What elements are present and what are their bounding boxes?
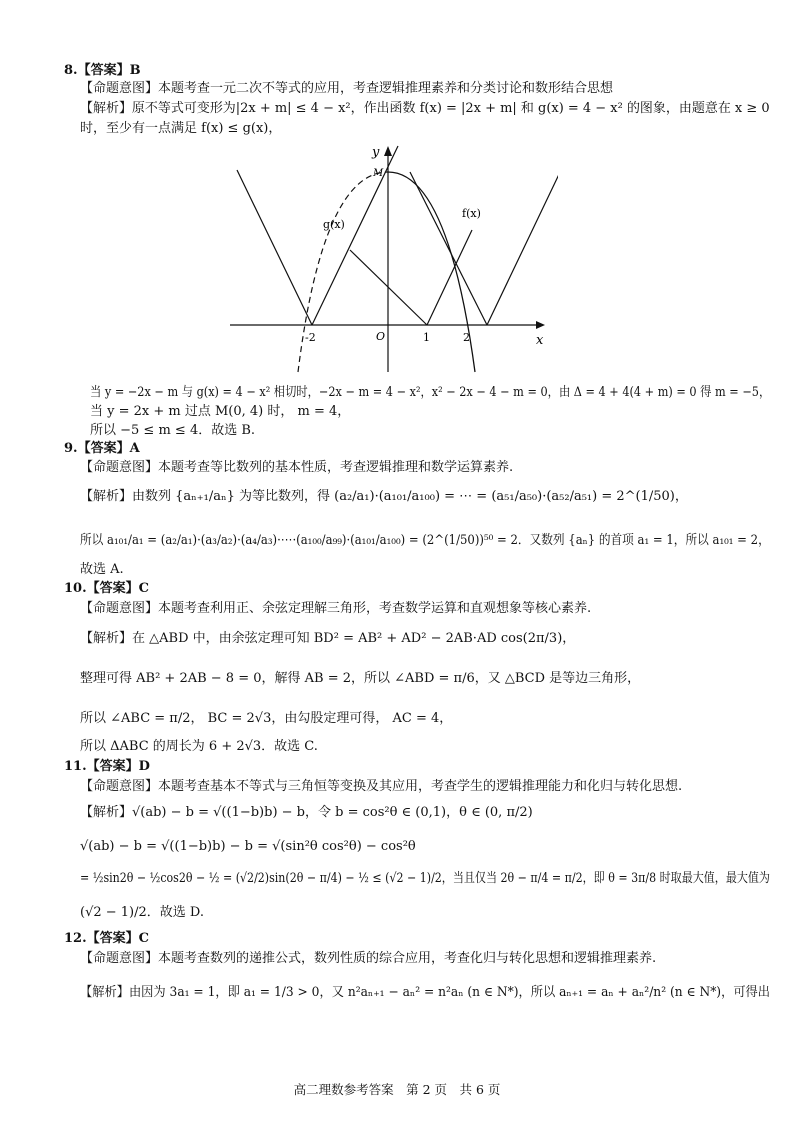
q11-analysis-line3: = ½sin2θ − ½cos2θ − ½ = (√2/2)sin(2θ − π/4) − ½ ≤ (√2 − 1)/2，当且仅当 2θ − π/4 = π/2，即 θ = 3π/8 时取最大值，最大值为 (80, 871, 770, 886)
q12-analysis-line1: 【解析】由因为 3a₁ = 1，即 a₁ = 1/3 > 0，又 n²aₙ₊₁ − aₙ² = n²aₙ (n ∈ N*)，所以 aₙ₊₁ = aₙ + aₙ²/n² (n ∈ N*)，可得出 (80, 985, 771, 1000)
y-axis-arrow-icon (384, 146, 392, 156)
abs-line-right-1 (410, 172, 487, 325)
q12-answer: 12.【答案】C (64, 931, 149, 946)
q9-answer: 9.【答案】A (64, 441, 140, 456)
q11-intent: 【命题意图】本题考查基本不等式与三角恒等变换及其应用，考查学生的逻辑推理能力和化归与转化思想. (80, 779, 683, 794)
x-axis-label: x (536, 333, 544, 348)
point-m-label: M (373, 168, 384, 179)
abs-line-left-1 (237, 170, 312, 325)
q10-answer: 10.【答案】C (64, 581, 149, 596)
q10-analysis-line4: 所以 ΔABC 的周长为 6 + 2√3．故选 C. (80, 739, 318, 754)
q8-intent: 【命题意图】本题考查一元二次不等式的应用，考查逻辑推理素养和分类讨论和数形结合思想 (80, 81, 614, 96)
q9-analysis-line3: 故选 A. (80, 562, 124, 577)
q8-analysis-line1: 【解析】原不等式可变形为|2x + m| ≤ 4 − x²，作出函数 f(x) = |2x + m| 和 g(x) = 4 − x² 的图象，由题意在 x ≥ 0 (80, 101, 770, 116)
q8-analysis-line2: 时，至少有一点满足 f(x) ≤ g(x)， (80, 121, 282, 136)
q11-analysis-line4: (√2 − 1)/2．故选 D. (80, 905, 205, 920)
f-label: f(x) (462, 207, 481, 220)
tick-2: 2 (463, 331, 470, 344)
q9-analysis-line1: 【解析】由数列 {aₙ₊₁/aₙ} 为等比数列，得 (a₂/a₁)·(a₁₀₁/a₁₀₀) = ⋯ = (a₅₁/a₅₀)·(a₅₂/a₅₁) = 2^(1/50)， (80, 489, 688, 504)
q11-analysis-line1: 【解析】√(ab) − b = √((1−b)b) − b，令 b = cos²θ ∈ (0,1)，θ ∈ (0, π/2) (80, 805, 533, 820)
parabola-solid-part (388, 172, 475, 372)
q9-intent: 【命题意图】本题考查等比数列的基本性质，考查逻辑推理和数学运算素养. (80, 460, 514, 475)
tick-1: 1 (423, 331, 430, 344)
function-graph (228, 140, 558, 375)
abs-line-left-2 (312, 146, 398, 325)
g-label: g(x) (323, 218, 345, 231)
q11-analysis-line2: √(ab) − b = √((1−b)b) − b = √(sin²θ cos²θ) − cos²θ (80, 839, 416, 854)
q10-analysis-line3: 所以 ∠ABC = π/2， BC = 2√3，由勾股定理可得， AC = 4， (80, 711, 453, 726)
y-axis-label: y (372, 145, 380, 160)
q8-line-a: 当 y = −2x − m 与 g(x) = 4 − x² 相切时，−2x − m = 4 − x²，x² − 2x − 4 − m = 0，由 Δ = 4 + 4(4 + m) = 0 得 m = −5， (90, 385, 771, 400)
q10-intent: 【命题意图】本题考查利用正、余弦定理解三角形，考查数学运算和直观想象等核心素养. (80, 601, 592, 616)
q11-answer: 11.【答案】D (64, 759, 150, 774)
q12-intent: 【命题意图】本题考查数列的递推公式，数列性质的综合应用，考查化归与转化思想和逻辑推理素养. (80, 951, 657, 966)
q8-line-c: 所以 −5 ≤ m ≤ 4．故选 B. (90, 423, 256, 438)
tick-neg2: -2 (305, 331, 316, 344)
q10-analysis-line2: 整理可得 AB² + 2AB − 8 = 0，解得 AB = 2，所以 ∠ABD = π/6，又 △BCD 是等边三角形， (80, 671, 641, 686)
page-footer: 高二理数参考答案 第 2 页 共 6 页 (293, 1082, 501, 1097)
q9-analysis-line2: 所以 a₁₀₁/a₁ = (a₂/a₁)·(a₃/a₂)·(a₄/a₃)·⋯·(a₁₀₀/a₉₉)·(a₁₀₁/a₁₀₀) = (2^(1/50))⁵⁰ = 2．又数列 {aₙ} 的首项 a₁ = 1，所以 a₁₀₁ = 2， (80, 533, 770, 548)
x-axis-arrow-icon (536, 321, 545, 329)
q8-answer: 8.【答案】B (64, 63, 141, 78)
q8-line-b: 当 y = 2x + m 过点 M(0, 4) 时， m = 4， (90, 404, 351, 419)
origin-label: O (376, 330, 386, 343)
abs-line-right-2 (487, 168, 558, 325)
q10-analysis-line1: 【解析】在 △ABD 中，由余弦定理可知 BD² = AB² + AD² − 2AB·AD cos(2π/3)， (80, 631, 576, 646)
